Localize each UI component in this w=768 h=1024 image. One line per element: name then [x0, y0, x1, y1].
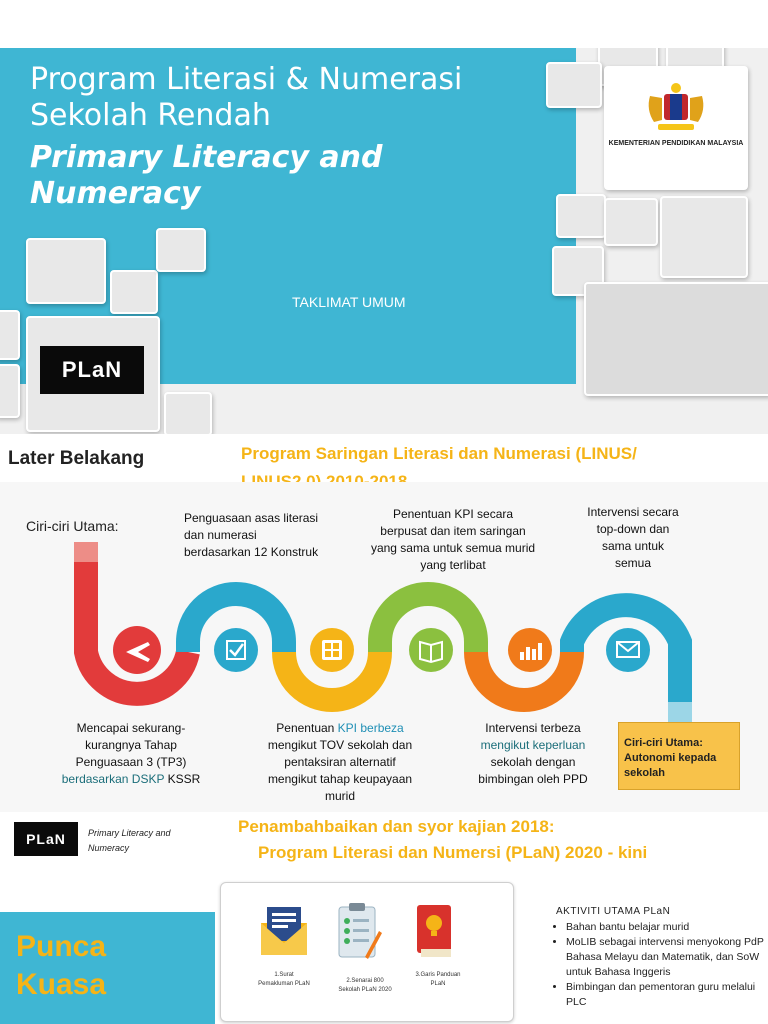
footer-caption [88, 826, 171, 856]
title-malay-line2: Sekolah Rendah [30, 98, 271, 133]
note-line: kurangnya Tahap [85, 738, 177, 752]
note-line: semua [614, 556, 652, 570]
plan-logo-text: PLaN [26, 831, 66, 847]
airplane-icon [113, 626, 161, 674]
note-line: Intervensi terbeza [485, 721, 581, 735]
plan-logo [40, 346, 144, 394]
decor-tile [0, 310, 20, 360]
authority-line2: Kuasa [16, 968, 107, 1001]
caption-line: PLaN [430, 981, 446, 987]
note-highlight: KPI berbeza [337, 721, 404, 735]
note-line: mengikut tahap keupayaan [267, 772, 413, 786]
guidebook-icon [413, 901, 457, 961]
timeline-fade [668, 702, 692, 724]
activities-list [552, 920, 766, 1010]
note-line: bimbingan oleh PPD [478, 772, 588, 786]
note-highlight: mengikut keperluan [480, 738, 586, 752]
decor-tile [546, 62, 602, 108]
decor-tile [0, 364, 20, 418]
caption-line: Pemakluman PLaN [258, 981, 310, 987]
note-line: Penguasaan 3 (TP3) [75, 755, 187, 769]
list-item: • Bahan bantu belajar murid [566, 920, 766, 935]
letter-icon [257, 903, 311, 959]
title-malay [30, 62, 462, 134]
note-line: yang terlibat [420, 558, 486, 572]
section-heading: Later Belakang [8, 448, 145, 469]
coat-of-arms-icon [640, 80, 712, 136]
title-english [30, 140, 382, 212]
caption-line: Primary Literacy and [88, 828, 171, 838]
note-line: Mencapai sekurang- [76, 721, 186, 735]
plan-logo-text: PLaN [61, 357, 123, 382]
feature-note-kpi-differs [250, 720, 430, 805]
note-line: KSSR [164, 772, 201, 786]
feature-note-literacy [184, 510, 354, 561]
envelope-icon [606, 628, 650, 672]
note-line: Penguasaan asas literasi [184, 511, 319, 525]
timeline-fade [74, 542, 98, 562]
title-english-line1: Primary Literacy and [30, 140, 383, 175]
caption-line: 3.Garis Panduan [415, 972, 461, 978]
decor-tile [164, 392, 212, 434]
authority-line1: Punca [16, 930, 107, 963]
list-item: • Bimbingan dan pementoran guru melalui PLC [566, 980, 766, 1010]
bar-chart-icon [508, 628, 552, 672]
document-caption [325, 977, 405, 995]
improvement-title [238, 814, 758, 866]
documents-card [220, 882, 514, 1022]
note-line: dan numerasi [184, 528, 257, 542]
note-line: sama untuk [601, 539, 665, 553]
note-highlight: berdasarkan DSKP [61, 772, 165, 786]
plan-logo-small [14, 822, 78, 856]
decor-tile [584, 282, 768, 396]
ministry-name: KEMENTERIAN PENDIDIKAN MALAYSIA [608, 140, 744, 147]
decor-tile [604, 198, 658, 246]
decor-tile [556, 194, 606, 238]
feature-note-tp3 [46, 720, 216, 788]
caption-line: Sekolah PLaN 2020 [338, 987, 392, 993]
feature-note-top-down [568, 504, 698, 572]
book-icon [409, 628, 453, 672]
note-line: sekolah dengan [490, 755, 576, 769]
autonomy-value: Autonomi kepada sekolah [624, 752, 717, 779]
note-line: Intervensi secara [587, 505, 679, 519]
note-line: berdasarkan 12 Konstruk [184, 545, 319, 559]
caption-line: Numeracy [88, 843, 130, 853]
improvement-title-line1: Penambahbaikan dan syor kajian 2018: [238, 817, 555, 836]
document-caption [251, 971, 317, 989]
features-label: Ciri-ciri Utama: [26, 518, 119, 534]
title-slide [0, 48, 768, 434]
note-line: mengikut TOV sekolah dan [267, 738, 413, 752]
note-line: Penentuan [276, 721, 338, 735]
calculator-icon [310, 628, 354, 672]
decor-tile [660, 196, 748, 278]
checklist-icon [335, 901, 383, 961]
note-line: berpusat dan item saringan [380, 524, 526, 538]
note-line: Penentuan KPI secara [392, 507, 514, 521]
note-line: yang sama untuk semua murid [370, 541, 536, 555]
list-item: • MoLIB sebagai intervensi menyokong PdP Bahasa Melayu dan Matematik, dan SoW untuk Bahasa Inggeris [566, 935, 766, 980]
checkbox-icon [214, 628, 258, 672]
caption-line: 2.Senarai 800 [346, 978, 384, 984]
note-line: top-down dan [596, 522, 670, 536]
activities-title: AKTIVITI UTAMA PLaN [556, 906, 671, 917]
decor-tile [156, 228, 206, 272]
note-line: murid [324, 789, 355, 803]
title-english-line2: Numeracy [30, 176, 201, 211]
note-line: pentaksiran alternatif [284, 755, 396, 769]
autonomy-callout-text [624, 736, 736, 781]
slide-subtitle: TAKLIMAT UMUM [292, 294, 406, 310]
authority-heading [16, 928, 106, 1004]
caption-line: 1.Surat [274, 972, 294, 978]
title-malay-line1: Program Literasi & Numerasi [30, 62, 463, 97]
improvement-title-line2: Program Literasi dan Numersi (PLaN) 2020 - kini [258, 843, 648, 862]
document-caption [403, 971, 473, 989]
feature-note-central-kpi [358, 506, 548, 574]
ministry-logo-card [604, 66, 748, 190]
decor-tile [26, 238, 106, 304]
autonomy-label: Ciri-ciri Utama: [624, 737, 703, 749]
linus-title-line1: Program Saringan Literasi dan Numerasi (LINUS/ [241, 444, 637, 463]
decor-tile [110, 270, 158, 314]
feature-note-differentiated-intervention [458, 720, 608, 788]
